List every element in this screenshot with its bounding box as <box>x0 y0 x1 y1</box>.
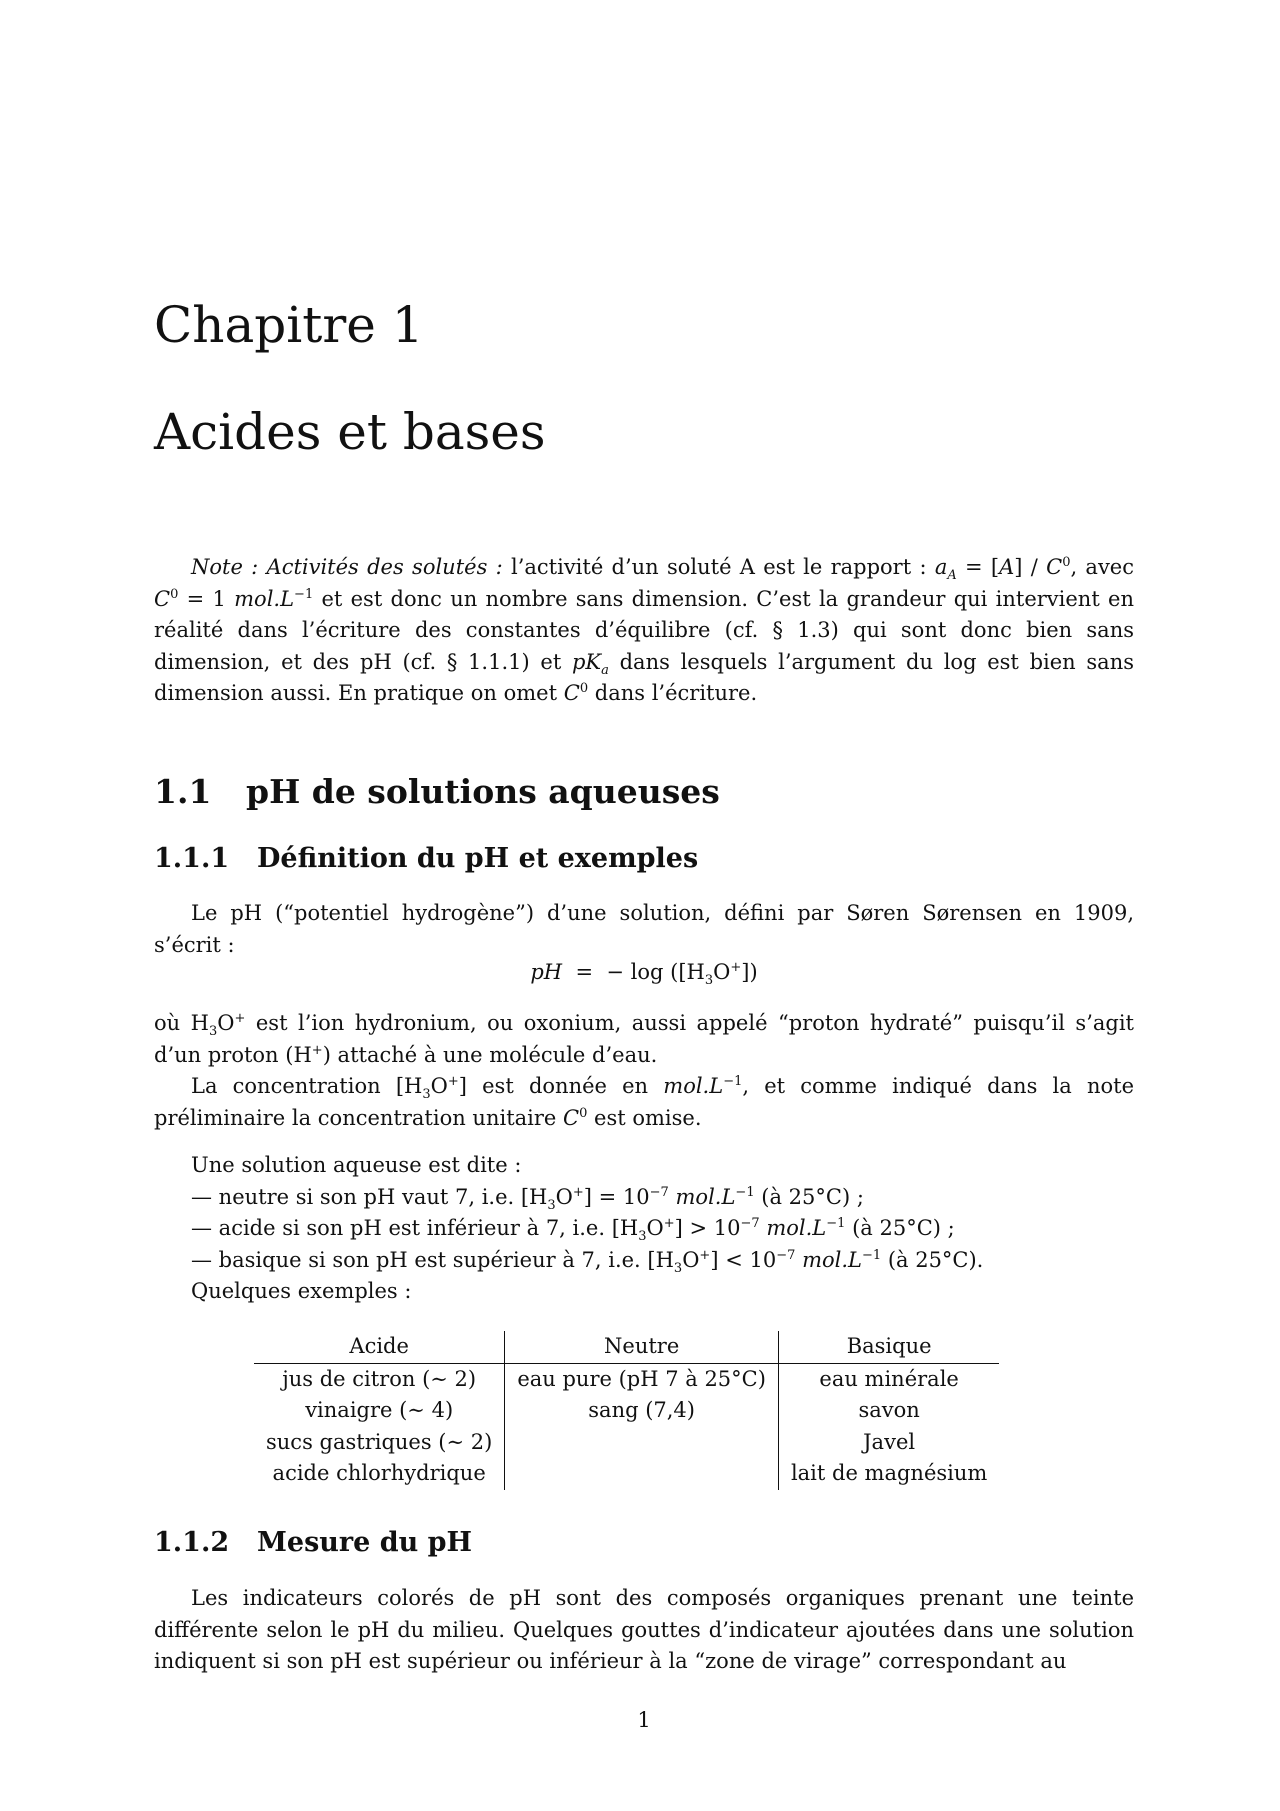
table-cell: savon <box>858 1398 920 1422</box>
table-header-acide: Acide <box>254 1331 505 1363</box>
note-paragraph: Note : Activités des solutés : l’activité d’un soluté A est le rapport : $a_A = [A] / C^0$, avec $C^0 = 1$ $mol.L^{-1}$ et est donc un nombre sans dimension. C’est la grandeur qui intervient en réalité dans l’écriture des constantes d’équilibre (cf. § 1.3) qui sont donc bien sans dimension, et des pH (cf. § 1.1.1) et $pK_a$ dans lesquels l’argument du log est bien sans dimension aussi. En pratique on omet $C^0$ dans l’écriture. <box>154 555 1135 705</box>
table-header-neutre: Neutre <box>505 1331 779 1363</box>
solution-acide: — acide si son pH est inférieur à 7, i.e. $[H_3O^+] > 10^{-7}$ $mol.L^{-1}$ (à 25°C) ; <box>191 1216 955 1245</box>
chapter-label: Chapitre 1 <box>154 296 424 354</box>
table-cell: jus de citron (∼ 2) <box>254 1363 505 1395</box>
measure-paragraph: Les indicateurs colorés de pH sont des composés organiques prenant une teinte différente selon le pH du milieu. Quelques gouttes d’indicateur ajoutées dans une solution indiquent si son pH est supérieur ou inférieur à la “zone de virage” correspondant au <box>154 1586 1134 1673</box>
table-cell: eau pure (pH 7 à 25°C) <box>505 1363 779 1395</box>
table-cell: vinaigre (∼ 4) <box>254 1395 505 1427</box>
definition-intro: Le pH (“potentiel hydrogène”) d’une solution, défini par Søren Sørensen en 1909, s’écrit : <box>154 901 1134 957</box>
solution-types <box>154 1150 1134 1308</box>
pka-symbol: $pK_a$ <box>571 649 609 678</box>
table-row <box>254 1363 999 1395</box>
activity-formula: $a_A = [A] / C^0$ <box>934 555 1071 584</box>
c0-formula: $C^0 = 1$ $mol.L^{-1}$ <box>154 586 314 611</box>
table-row <box>254 1395 999 1427</box>
table-cell: Javel <box>863 1429 916 1454</box>
ph-equation: pH = − $\log ([H_3O^+])$ <box>530 960 758 989</box>
page-number: 1 <box>637 1708 651 1732</box>
note-prefix: Note : Activités des solutés : <box>191 555 503 579</box>
c0-symbol: $C^0$ <box>563 681 589 705</box>
table-cell: sang (7,4) <box>505 1395 779 1427</box>
section-heading-1-1: 1.1 pH de solutions aqueuses <box>154 772 720 811</box>
table-cell: sucs gastriques (∼ 2) <box>254 1427 505 1459</box>
examples-intro: Quelques exemples : <box>191 1279 412 1303</box>
hydronium-paragraph: où $H_3O^+$ est l’ion hydronium, ou oxonium, aussi appelé “proton hydraté” puisqu’il s’agit d’un proton (H+) attaché à une molécule d’eau. La concentration $[H_3O^+]$ est donnée en $mol.L^{-1}$, et comme indiqué dans la note préliminaire la concentration unitaire $C^0$ est omise. <box>154 1011 1135 1130</box>
solution-neutre: — neutre si son pH vaut 7, i.e. $[H_3O^+] = 10^{-7}$ $mol.L^{-1}$ (à 25°C) ; <box>191 1184 864 1213</box>
table-header-row <box>254 1331 999 1363</box>
section-heading-1-1-1: 1.1.1 Définition du pH et exemples <box>154 843 699 874</box>
solution-types-intro: Une solution aqueuse est dite : <box>191 1153 522 1177</box>
table-cell: lait de magnésium <box>790 1461 988 1485</box>
table-cell: eau minérale <box>819 1366 959 1391</box>
solution-basique: — basique si son pH est supérieur à 7, i.e. $[H_3O^+] < 10^{-7}$ $mol.L^{-1}$ (à 25°C). <box>191 1247 984 1276</box>
chapter-title: Acides et bases <box>154 403 546 461</box>
table-row <box>254 1427 999 1459</box>
table-cell: acide chlorhydrique <box>254 1458 505 1490</box>
section-heading-1-1-2: 1.1.2 Mesure du pH <box>154 1527 472 1558</box>
table-header-basique: Basique <box>778 1331 999 1363</box>
examples-table <box>254 1331 999 1490</box>
table-cell <box>505 1427 779 1459</box>
table-row <box>254 1458 999 1490</box>
table-cell <box>505 1458 779 1490</box>
